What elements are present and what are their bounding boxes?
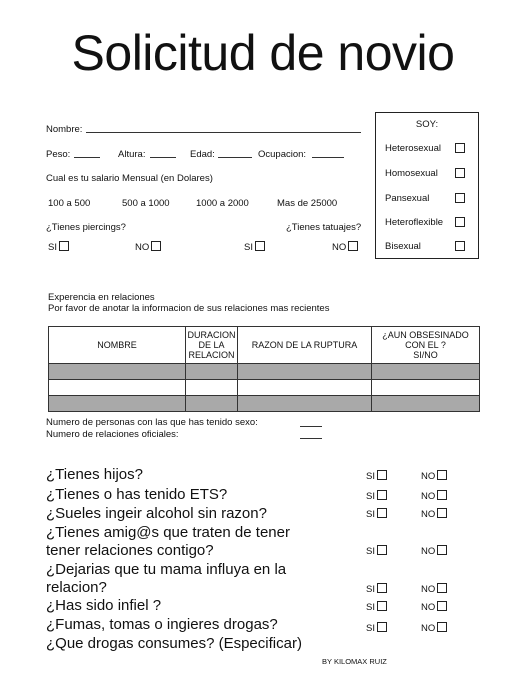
checkbox[interactable] (377, 508, 387, 518)
checkbox[interactable] (455, 193, 465, 203)
checkbox[interactable] (437, 622, 447, 632)
question-drogas: ¿Fumas, tomas o ingieres drogas? (46, 616, 278, 633)
ets-no (421, 490, 447, 502)
option-label: Heterosexual (385, 143, 441, 154)
table-row[interactable] (49, 396, 480, 412)
soy-option-bisexual[interactable] (385, 241, 421, 252)
mama-si (366, 583, 387, 595)
column-duracion (186, 327, 238, 364)
no-label: NO (421, 584, 436, 595)
no-label: NO (421, 491, 436, 502)
checkbox[interactable] (377, 601, 387, 611)
checkbox[interactable] (437, 470, 447, 480)
tatuajes-no (332, 241, 358, 253)
amigos-no (421, 545, 447, 557)
credit-text: BY KILOMAX RUIZ (322, 657, 387, 666)
relaciones-oficiales-field[interactable] (300, 438, 322, 439)
checkbox[interactable] (437, 545, 447, 555)
no-label: NO (332, 242, 347, 253)
si-label: SI (366, 623, 375, 634)
column-nombre (49, 327, 186, 364)
experiencia-heading: Experencia en relaciones (48, 292, 155, 303)
question-amigos-1: ¿Tienes amig@s que traten de tener (46, 524, 290, 541)
nombre-field[interactable] (86, 132, 361, 133)
parejas-sexo-field[interactable] (300, 426, 322, 427)
question-amigos-2: tener relaciones contigo? (46, 542, 214, 559)
si-label: SI (366, 584, 375, 595)
column-obsesionado (372, 327, 480, 364)
infiel-si (366, 601, 387, 613)
table-header-row (49, 327, 480, 364)
piercings-no (135, 241, 161, 253)
question-ets: ¿Tienes o has tenido ETS? (46, 486, 228, 503)
soy-box (375, 112, 479, 259)
checkbox[interactable] (437, 601, 447, 611)
checkbox[interactable] (348, 241, 358, 251)
no-label: NO (135, 242, 150, 253)
ets-si (366, 490, 387, 502)
altura-label: Altura: (118, 149, 146, 160)
checkbox[interactable] (59, 241, 69, 251)
checkbox[interactable] (377, 490, 387, 500)
no-label: NO (421, 509, 436, 520)
soy-option-heterosexual[interactable] (385, 143, 441, 154)
soy-option-heteroflexible[interactable] (385, 217, 443, 228)
checkbox[interactable] (377, 545, 387, 555)
altura-field[interactable] (150, 157, 176, 158)
peso-field[interactable] (74, 157, 100, 158)
edad-field[interactable] (218, 157, 252, 158)
experiencia-instruction: Por favor de anotar la informacion de sus relaciones mas recientes (48, 303, 330, 314)
soy-option-homosexual[interactable] (385, 168, 438, 179)
piercings-si (48, 241, 69, 253)
option-label: Bisexual (385, 241, 421, 252)
si-label: SI (244, 242, 253, 253)
checkbox[interactable] (437, 490, 447, 500)
amigos-si (366, 545, 387, 557)
tatuajes-si (244, 241, 265, 253)
no-label: NO (421, 623, 436, 634)
checkbox[interactable] (437, 583, 447, 593)
column-razon (238, 327, 372, 364)
column-label: ¿AUN OBSESINADO CON EL ? SI/NO (382, 330, 469, 360)
checkbox[interactable] (437, 508, 447, 518)
question-hijos: ¿Tienes hijos? (46, 466, 143, 483)
table-row[interactable] (49, 380, 480, 396)
si-label: SI (366, 602, 375, 613)
parejas-sexo-label: Numero de personas con las que has tenido sexo: (46, 417, 258, 428)
hijos-no (421, 470, 447, 482)
edad-label: Edad: (190, 149, 215, 160)
question-que-drogas: ¿Que drogas consumes? (Especificar) (46, 635, 302, 652)
checkbox[interactable] (255, 241, 265, 251)
ocupacion-field[interactable] (312, 157, 344, 158)
column-label: DURACION DE LA RELACION (187, 330, 236, 360)
ocupacion-label: Ocupacion: (258, 149, 307, 160)
checkbox[interactable] (377, 470, 387, 480)
si-label: SI (48, 242, 57, 253)
salary-option-2[interactable]: 500 a 1000 (122, 198, 170, 209)
checkbox[interactable] (455, 168, 465, 178)
checkbox[interactable] (151, 241, 161, 251)
option-label: Heteroflexible (385, 217, 444, 228)
soy-option-pansexual[interactable] (385, 193, 429, 204)
alcohol-si (366, 508, 387, 520)
tatuajes-label: ¿Tienes tatuajes? (286, 222, 362, 233)
soy-title: SOY: (415, 119, 439, 130)
no-label: NO (421, 546, 436, 557)
checkbox[interactable] (455, 241, 465, 251)
no-label: NO (421, 471, 436, 482)
infiel-no (421, 601, 447, 613)
si-label: SI (366, 546, 375, 557)
question-alcohol: ¿Sueles ingeir alcohol sin razon? (46, 505, 267, 522)
peso-label: Peso: (46, 149, 71, 160)
salario-label: Cual es tu salario Mensual (en Dolares) (46, 173, 213, 184)
checkbox[interactable] (377, 583, 387, 593)
relaciones-oficiales-label: Numero de relaciones oficiales: (46, 429, 179, 440)
relationships-table (48, 326, 480, 412)
question-infiel: ¿Has sido infiel ? (46, 597, 162, 614)
option-label: Pansexual (385, 193, 430, 204)
mama-no (421, 583, 447, 595)
si-label: SI (366, 471, 375, 482)
page-title: Solicitud de novio (71, 25, 455, 81)
hijos-si (366, 470, 387, 482)
nombre-label: Nombre: (46, 124, 83, 135)
si-label: SI (366, 509, 375, 520)
drogas-no (421, 622, 447, 634)
option-label: Homosexual (385, 168, 438, 179)
table-row[interactable] (49, 364, 480, 380)
salary-option-4[interactable]: Mas de 25000 (277, 198, 338, 209)
si-label: SI (366, 491, 375, 502)
salary-option-3[interactable]: 1000 a 2000 (196, 198, 249, 209)
question-mama-1: ¿Dejarias que tu mama influya en la (46, 561, 287, 578)
checkbox[interactable] (455, 217, 465, 227)
no-label: NO (421, 602, 436, 613)
column-label: NOMBRE (97, 340, 137, 350)
alcohol-no (421, 508, 447, 520)
column-label: RAZON DE LA RUPTURA (251, 340, 358, 350)
checkbox[interactable] (377, 622, 387, 632)
drogas-si (366, 622, 387, 634)
salary-option-1[interactable]: 100 a 500 (48, 198, 91, 209)
question-mama-2: relacion? (46, 579, 107, 596)
checkbox[interactable] (455, 143, 465, 153)
piercings-label: ¿Tienes piercings? (46, 222, 126, 233)
